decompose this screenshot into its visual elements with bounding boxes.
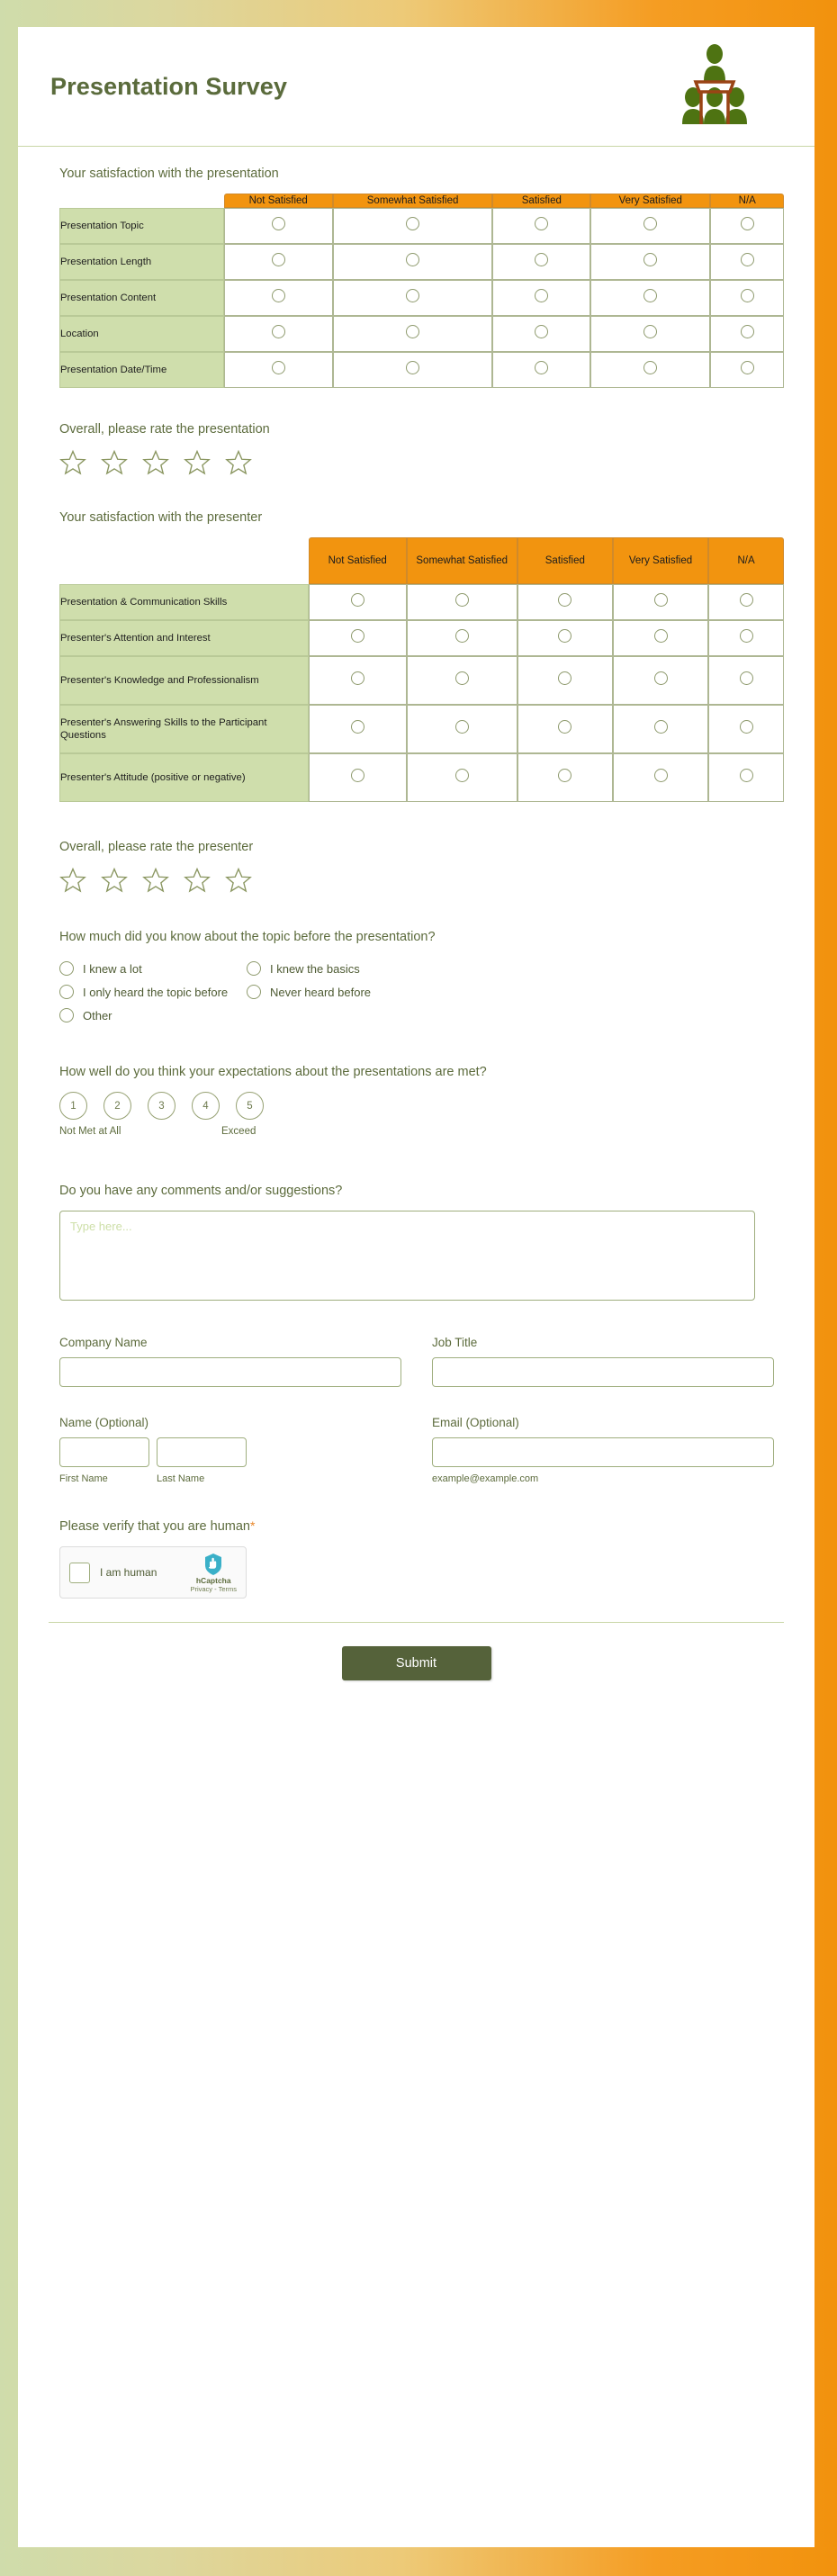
email-label: Email (Optional): [432, 1416, 519, 1430]
radio-icon[interactable]: [406, 253, 419, 266]
matrix-column-header: Somewhat Satisfied: [333, 194, 493, 208]
question-title: Your satisfaction with the presentation: [59, 167, 279, 181]
matrix-radio-cell[interactable]: [518, 584, 613, 620]
radio-icon[interactable]: [740, 593, 753, 607]
radio-label: I only heard the topic before: [83, 985, 229, 999]
company-label: Company Name: [59, 1336, 148, 1350]
name-email-row: [59, 1416, 784, 1484]
matrix-radio-cell[interactable]: [518, 753, 613, 802]
matrix-radio-cell[interactable]: [710, 352, 784, 388]
presentation-star-rating[interactable]: [59, 449, 784, 476]
matrix-radio-cell[interactable]: [590, 208, 710, 244]
matrix-radio-cell[interactable]: [708, 705, 784, 753]
radio-icon[interactable]: [644, 217, 657, 230]
table-row: [59, 280, 784, 316]
table-row: [59, 753, 784, 802]
table-row: [59, 316, 784, 352]
matrix-row-label: Presenter's Attitude (positive or negative): [59, 753, 309, 802]
matrix-radio-cell[interactable]: [224, 352, 333, 388]
last-name-sublabel: Last Name: [157, 1473, 205, 1485]
radio-icon[interactable]: [535, 289, 548, 302]
radio-icon[interactable]: [654, 769, 668, 782]
radio-icon[interactable]: [59, 1008, 74, 1022]
hcaptcha-branding: [190, 1553, 237, 1593]
name-sublabels: [59, 1467, 401, 1484]
captcha-title-text: Please verify that you are human: [59, 1519, 250, 1535]
radio-option-never-heard[interactable]: [247, 980, 491, 1004]
star-icon[interactable]: [101, 867, 128, 894]
question-expectations: [49, 1065, 784, 1137]
matrix-radio-cell[interactable]: [309, 656, 407, 705]
captcha-title: [59, 1518, 784, 1534]
matrix-corner-cell: [59, 194, 224, 208]
table-row: [59, 352, 784, 388]
matrix-column-header: Not Satisfied: [224, 194, 333, 208]
radio-icon[interactable]: [272, 217, 285, 230]
matrix-radio-cell[interactable]: [613, 656, 708, 705]
matrix-radio-cell[interactable]: [710, 280, 784, 316]
survey-header: [18, 27, 814, 147]
matrix-radio-cell[interactable]: [407, 705, 518, 753]
matrix-radio-cell[interactable]: [407, 656, 518, 705]
radio-icon[interactable]: [558, 720, 572, 734]
comments-wrap: [59, 1211, 784, 1305]
comments-input[interactable]: [59, 1211, 755, 1301]
radio-option-knew-the-basics[interactable]: [247, 957, 491, 980]
first-name-sublabel: First Name: [59, 1473, 108, 1485]
radio-icon[interactable]: [654, 671, 668, 685]
presentation-matrix-wrap: [59, 194, 784, 388]
table-row: [59, 244, 784, 280]
radio-icon[interactable]: [644, 289, 657, 302]
star-icon[interactable]: [59, 867, 86, 894]
company-field-group: [59, 1336, 401, 1387]
hcaptcha-legal-links[interactable]: Privacy - Terms: [190, 1585, 237, 1594]
presenter-podium-icon: [663, 41, 762, 131]
radio-icon[interactable]: [535, 217, 548, 230]
table-row: [59, 656, 784, 705]
radio-option-knew-a-lot[interactable]: [59, 957, 247, 980]
matrix-radio-cell[interactable]: [492, 316, 590, 352]
star-icon[interactable]: [142, 449, 169, 476]
hcaptcha-label: I am human: [100, 1566, 158, 1580]
email-field-group: [432, 1416, 774, 1484]
name-label: Name (Optional): [59, 1416, 149, 1430]
presentation-matrix-table: [59, 194, 784, 388]
radio-icon[interactable]: [741, 217, 754, 230]
star-icon[interactable]: [184, 867, 211, 894]
matrix-column-header: Not Satisfied: [309, 537, 407, 584]
matrix-radio-cell[interactable]: [590, 316, 710, 352]
radio-icon[interactable]: [741, 361, 754, 374]
matrix-corner-cell: [59, 537, 309, 584]
matrix-row-label: Presenter's Attention and Interest: [59, 620, 309, 656]
submit-button[interactable]: Submit: [342, 1646, 491, 1680]
table-row: [59, 620, 784, 656]
matrix-radio-cell[interactable]: [590, 244, 710, 280]
scale-low-label: Not Met at All: [59, 1126, 122, 1138]
radio-icon[interactable]: [558, 671, 572, 685]
radio-icon[interactable]: [406, 361, 419, 374]
radio-icon[interactable]: [741, 253, 754, 266]
question-title: How well do you think your expectations about the presentations are met?: [59, 1065, 487, 1080]
radio-icon[interactable]: [455, 593, 469, 607]
radio-icon[interactable]: [740, 671, 753, 685]
matrix-header-row: [59, 537, 784, 584]
hcaptcha-logo-icon: [202, 1553, 225, 1576]
radio-icon[interactable]: [351, 720, 364, 734]
matrix-radio-cell[interactable]: [492, 208, 590, 244]
star-icon[interactable]: [184, 449, 211, 476]
radio-icon[interactable]: [59, 961, 74, 976]
scale-option-4[interactable]: 4: [192, 1092, 220, 1120]
matrix-radio-cell[interactable]: [224, 208, 333, 244]
matrix-radio-cell[interactable]: [518, 705, 613, 753]
radio-icon[interactable]: [644, 253, 657, 266]
radio-icon[interactable]: [644, 361, 657, 374]
matrix-radio-cell[interactable]: [407, 584, 518, 620]
matrix-header-row: [59, 194, 784, 208]
matrix-radio-cell[interactable]: [309, 620, 407, 656]
table-row: [59, 705, 784, 753]
matrix-radio-cell[interactable]: [710, 208, 784, 244]
scale-option-1[interactable]: 1: [59, 1092, 87, 1120]
required-asterisk: *: [249, 1518, 256, 1534]
matrix-radio-cell[interactable]: [224, 244, 333, 280]
matrix-radio-cell[interactable]: [613, 584, 708, 620]
decorative-top-band: [0, 0, 837, 27]
radio-icon[interactable]: [406, 325, 419, 338]
radio-option-other[interactable]: [59, 1004, 247, 1027]
radio-icon[interactable]: [272, 253, 285, 266]
radio-icon[interactable]: [535, 325, 548, 338]
matrix-column-header: Satisfied: [518, 537, 613, 584]
radio-icon[interactable]: [272, 361, 285, 374]
radio-icon[interactable]: [455, 720, 469, 734]
matrix-radio-cell[interactable]: [613, 620, 708, 656]
table-row: [59, 208, 784, 244]
radio-icon[interactable]: [247, 961, 261, 976]
matrix-radio-cell[interactable]: [708, 620, 784, 656]
hcaptcha-checkbox-group[interactable]: [69, 1563, 157, 1583]
question-title: How much did you know about the topic before the presentation?: [59, 930, 436, 945]
radio-icon[interactable]: [272, 325, 285, 338]
page-title: Presentation Survey: [50, 72, 288, 100]
matrix-radio-cell[interactable]: [518, 620, 613, 656]
radio-icon[interactable]: [558, 593, 572, 607]
submit-area: [18, 1623, 814, 1734]
matrix-radio-cell[interactable]: [710, 316, 784, 352]
scale-option-3[interactable]: 3: [148, 1092, 176, 1120]
radio-label: Never heard before: [270, 985, 372, 999]
job-title-field-group: [432, 1336, 774, 1387]
radio-icon[interactable]: [351, 769, 364, 782]
radio-icon[interactable]: [455, 671, 469, 685]
matrix-radio-cell[interactable]: [590, 280, 710, 316]
matrix-column-header: Somewhat Satisfied: [407, 537, 518, 584]
decorative-bottom-band: [0, 2547, 837, 2576]
matrix-row-label: Presenter's Answering Skills to the Participant Questions: [59, 705, 309, 753]
radio-label: I knew a lot: [83, 961, 142, 976]
radio-grid-spacer: [247, 1004, 491, 1027]
company-job-row: [59, 1336, 784, 1387]
radio-icon[interactable]: [59, 985, 74, 999]
radio-icon[interactable]: [351, 629, 364, 643]
star-icon[interactable]: [142, 867, 169, 894]
scale-high-label: Exceed: [221, 1126, 256, 1138]
job-title-label: Job Title: [432, 1336, 478, 1350]
matrix-radio-cell[interactable]: [333, 352, 493, 388]
hcaptcha-checkbox[interactable]: [69, 1563, 90, 1583]
matrix-column-header: Very Satisfied: [590, 194, 710, 208]
matrix-radio-cell[interactable]: [407, 753, 518, 802]
matrix-radio-cell[interactable]: [492, 352, 590, 388]
radio-icon[interactable]: [406, 289, 419, 302]
matrix-radio-cell[interactable]: [333, 244, 493, 280]
matrix-radio-cell[interactable]: [710, 244, 784, 280]
matrix-row-label: Presentation Date/Time: [59, 352, 224, 388]
radio-icon[interactable]: [247, 985, 261, 999]
matrix-radio-cell[interactable]: [309, 753, 407, 802]
matrix-column-header: N/A: [710, 194, 784, 208]
matrix-radio-cell[interactable]: [708, 656, 784, 705]
matrix-row-label: Presenter's Knowledge and Professionalism: [59, 656, 309, 705]
question-presenter-satisfaction: [49, 510, 784, 802]
radio-option-only-heard-topic[interactable]: [59, 980, 247, 1004]
radio-label: Other: [83, 1008, 112, 1022]
matrix-row-label: Location: [59, 316, 224, 352]
matrix-radio-cell[interactable]: [224, 316, 333, 352]
scale-option-5[interactable]: 5: [236, 1092, 264, 1120]
survey-body: [18, 147, 814, 1623]
matrix-column-header: N/A: [708, 537, 784, 584]
matrix-radio-cell[interactable]: [407, 620, 518, 656]
matrix-radio-cell[interactable]: [333, 208, 493, 244]
radio-icon[interactable]: [406, 217, 419, 230]
last-name-input[interactable]: [157, 1437, 247, 1467]
name-field-group: [59, 1416, 401, 1484]
radio-icon[interactable]: [654, 629, 668, 643]
scale-option-2[interactable]: 2: [104, 1092, 131, 1120]
radio-icon[interactable]: [351, 593, 364, 607]
radio-icon[interactable]: [272, 289, 285, 302]
radio-icon[interactable]: [740, 769, 753, 782]
matrix-radio-cell[interactable]: [333, 316, 493, 352]
job-title-input[interactable]: [432, 1357, 774, 1387]
table-row: [59, 584, 784, 620]
presenter-star-rating[interactable]: [59, 867, 784, 894]
hcaptcha-brand-name: hCaptcha: [195, 1575, 231, 1585]
first-name-input[interactable]: [59, 1437, 149, 1467]
email-input[interactable]: [432, 1437, 774, 1467]
radio-icon[interactable]: [741, 325, 754, 338]
hcaptcha-widget[interactable]: [59, 1546, 247, 1599]
radio-icon[interactable]: [644, 325, 657, 338]
radio-label: I knew the basics: [270, 961, 360, 976]
matrix-radio-cell[interactable]: [613, 753, 708, 802]
matrix-radio-cell[interactable]: [708, 753, 784, 802]
presenter-matrix-table: [59, 537, 784, 802]
question-title: Overall, please rate the presentation: [59, 422, 270, 437]
star-icon[interactable]: [225, 449, 252, 476]
matrix-row-label: Presentation Content: [59, 280, 224, 316]
question-presenter-rating: [49, 840, 784, 894]
star-icon[interactable]: [101, 449, 128, 476]
matrix-radio-cell[interactable]: [492, 280, 590, 316]
matrix-radio-cell[interactable]: [492, 244, 590, 280]
email-sublabel: example@example.com: [432, 1473, 539, 1485]
expectations-scale-labels: [59, 1126, 784, 1137]
matrix-row-label: Presentation Length: [59, 244, 224, 280]
survey-card: [18, 27, 814, 2547]
question-presentation-rating: [49, 422, 784, 476]
radio-icon[interactable]: [558, 629, 572, 643]
radio-icon[interactable]: [455, 629, 469, 643]
matrix-row-label: Presentation Topic: [59, 208, 224, 244]
radio-icon[interactable]: [455, 769, 469, 782]
presenter-matrix-wrap: [59, 537, 784, 802]
radio-icon[interactable]: [654, 720, 668, 734]
question-comments: [49, 1184, 784, 1305]
question-prior-knowledge: [49, 930, 784, 1027]
radio-icon[interactable]: [654, 593, 668, 607]
question-title: Overall, please rate the presenter: [59, 840, 254, 855]
matrix-radio-cell[interactable]: [309, 584, 407, 620]
expectations-scale: [59, 1092, 784, 1120]
radio-icon[interactable]: [741, 289, 754, 302]
radio-icon[interactable]: [535, 361, 548, 374]
matrix-radio-cell[interactable]: [333, 280, 493, 316]
radio-icon[interactable]: [558, 769, 572, 782]
star-icon[interactable]: [59, 449, 86, 476]
matrix-radio-cell[interactable]: [224, 280, 333, 316]
question-captcha: [49, 1518, 784, 1599]
question-presentation-satisfaction: [49, 167, 784, 388]
company-name-input[interactable]: [59, 1357, 401, 1387]
matrix-row-label: Presentation & Communication Skills: [59, 584, 309, 620]
matrix-radio-cell[interactable]: [590, 352, 710, 388]
radio-icon[interactable]: [351, 671, 364, 685]
matrix-radio-cell[interactable]: [708, 584, 784, 620]
radio-icon[interactable]: [740, 720, 753, 734]
question-title: Do you have any comments and/or suggestions?: [59, 1184, 343, 1199]
prior-knowledge-options: [59, 957, 491, 1027]
radio-icon[interactable]: [740, 629, 753, 643]
star-icon[interactable]: [225, 867, 252, 894]
question-title: Your satisfaction with the presenter: [59, 510, 263, 526]
matrix-radio-cell[interactable]: [309, 705, 407, 753]
matrix-radio-cell[interactable]: [518, 656, 613, 705]
matrix-column-header: Very Satisfied: [613, 537, 708, 584]
matrix-column-header: Satisfied: [492, 194, 590, 208]
radio-icon[interactable]: [535, 253, 548, 266]
name-inputs: [59, 1437, 401, 1467]
matrix-radio-cell[interactable]: [613, 705, 708, 753]
